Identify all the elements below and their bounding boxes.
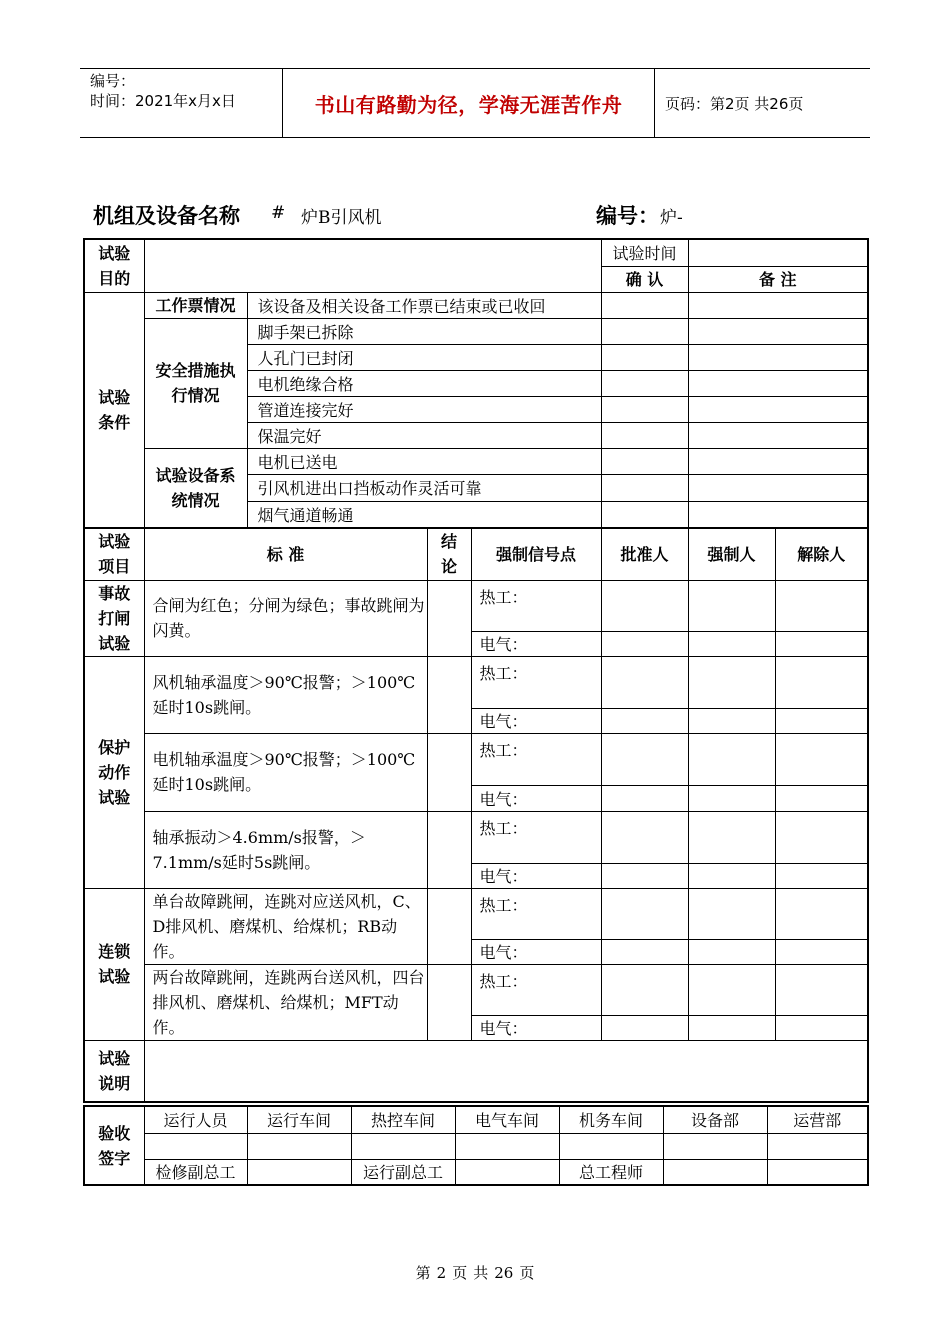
- purpose-label-text: 试验 目的: [98, 243, 131, 288]
- approver-cell[interactable]: [601, 656, 688, 708]
- approver-cell[interactable]: [601, 785, 688, 811]
- approver-cell[interactable]: [601, 939, 688, 964]
- condition-item: 烟气通道畅通: [247, 501, 601, 528]
- signoff-role: 总工程师: [559, 1159, 663, 1185]
- electric-signal-cell: 电气：: [471, 708, 601, 733]
- code-label: 编号：: [596, 204, 659, 228]
- electric-signal-cell: 电气：: [471, 632, 601, 656]
- releaser-cell[interactable]: [775, 1015, 868, 1040]
- signoff-role: 检修副总工: [144, 1159, 247, 1185]
- releaser-cell[interactable]: [775, 964, 868, 1015]
- condition-confirm-cell[interactable]: [601, 370, 688, 396]
- page-footer: [0, 1262, 950, 1283]
- purpose-label: [84, 239, 144, 292]
- trip-test-label: [84, 580, 144, 656]
- condition-confirm-cell[interactable]: [601, 318, 688, 344]
- footer-ye: 页: [452, 1264, 468, 1282]
- signal-header: 强制信号点: [471, 528, 601, 580]
- footer-gong: 共: [473, 1264, 489, 1282]
- releaser-cell[interactable]: [775, 863, 868, 888]
- footer-ye2: 页: [519, 1264, 535, 1282]
- safety-label-text: 安全措施执 行情况: [155, 361, 236, 405]
- approver-cell[interactable]: [601, 580, 688, 632]
- approver-cell[interactable]: [601, 733, 688, 785]
- header-left-cell: [80, 69, 283, 137]
- condition-item: 保温完好: [247, 422, 601, 448]
- confirm-header: 确 认: [601, 266, 688, 292]
- forcer-cell[interactable]: [688, 785, 775, 811]
- header-motto: 书山有路勤为径，学海无涯苦作舟: [314, 92, 623, 117]
- condition-remark-cell[interactable]: [688, 501, 868, 528]
- approver-cell[interactable]: [601, 811, 688, 863]
- forcer-cell[interactable]: [688, 811, 775, 863]
- trip-test-label-text: 事故 打闸 试验: [98, 583, 131, 653]
- releaser-cell[interactable]: [775, 785, 868, 811]
- signoff-dept: 电气车间: [455, 1106, 559, 1133]
- signoff-signature-cell[interactable]: [351, 1133, 455, 1159]
- test-time-label: 试验时间: [601, 239, 688, 266]
- purpose-value-cell[interactable]: [144, 239, 601, 292]
- approver-cell[interactable]: [601, 708, 688, 733]
- forcer-cell[interactable]: [688, 580, 775, 632]
- protection-test-label-text: 保护 动作 试验: [98, 737, 131, 807]
- unit-hash: #: [271, 203, 286, 223]
- condition-item: 人孔门已封闭: [247, 344, 601, 370]
- condition-remark-cell[interactable]: [688, 448, 868, 474]
- condition-remark-cell[interactable]: [688, 344, 868, 370]
- forcer-cell[interactable]: [688, 1015, 775, 1040]
- footer-di: 第: [415, 1264, 431, 1282]
- forcer-cell[interactable]: [688, 964, 775, 1015]
- electric-signal-cell: 电气：: [471, 1015, 601, 1040]
- signoff-dept: 运行人员: [144, 1106, 247, 1133]
- conclusion-cell[interactable]: [427, 656, 471, 733]
- condition-item: 管道连接完好: [247, 396, 601, 422]
- signoff-dept: 设备部: [663, 1106, 767, 1133]
- releaser-cell[interactable]: [775, 632, 868, 656]
- forcer-cell[interactable]: [688, 733, 775, 785]
- releaser-cell[interactable]: [775, 811, 868, 863]
- footer-total: 26: [494, 1264, 514, 1282]
- approver-cell[interactable]: [601, 863, 688, 888]
- interlock-test-label-text: 连锁 试验: [98, 942, 131, 986]
- condition-remark-cell[interactable]: [688, 422, 868, 448]
- condition-confirm-cell[interactable]: [601, 448, 688, 474]
- condition-item: 引风机进出口挡板动作灵活可靠: [247, 474, 601, 501]
- condition-item: 该设备及相关设备工作票已结束或已收回: [247, 292, 601, 318]
- forcer-cell[interactable]: [688, 656, 775, 708]
- forcer-cell[interactable]: [688, 708, 775, 733]
- conditions-label-text: 试验 条件: [98, 387, 131, 432]
- protection-test-label: [84, 656, 144, 888]
- condition-remark-cell[interactable]: [688, 370, 868, 396]
- conditions-label: [84, 292, 144, 528]
- test-note-label-text: 试验 说明: [98, 1048, 131, 1093]
- condition-confirm-cell[interactable]: [601, 396, 688, 422]
- interlock-test-label: [84, 888, 144, 1040]
- signoff-role: 运行副总工: [351, 1159, 455, 1185]
- forcer-cell[interactable]: [688, 632, 775, 656]
- test-time-value[interactable]: [688, 239, 868, 266]
- releaser-cell[interactable]: [775, 656, 868, 708]
- conclusion-cell[interactable]: [427, 964, 471, 1040]
- signoff-signature-cell[interactable]: [767, 1159, 868, 1185]
- protection-standard: 轴承振动＞4.6mm/s报警，＞7.1mm/s延时5s跳闸。: [144, 811, 427, 888]
- conclusion-header: [427, 528, 471, 580]
- signoff-signature-cell[interactable]: [455, 1133, 559, 1159]
- condition-item: 脚手架已拆除: [247, 318, 601, 344]
- test-note-value[interactable]: [144, 1040, 868, 1102]
- thermal-signal-cell: 热工：: [471, 888, 601, 939]
- signoff-signature-cell[interactable]: [144, 1133, 247, 1159]
- thermal-signal-cell: 热工：: [471, 656, 601, 708]
- conclusion-cell[interactable]: [427, 580, 471, 656]
- signoff-dept: 机务车间: [559, 1106, 663, 1133]
- protection-standard: 风机轴承温度＞90℃报警；＞100℃延时10s跳闸。: [144, 656, 427, 733]
- header-center-cell: [283, 69, 655, 137]
- approver-cell[interactable]: [601, 888, 688, 939]
- header-number: 编号：: [90, 72, 136, 90]
- forcer-cell[interactable]: [688, 863, 775, 888]
- releaser-cell[interactable]: [775, 939, 868, 964]
- signoff-signature-cell[interactable]: [247, 1133, 351, 1159]
- conclusion-cell[interactable]: [427, 888, 471, 964]
- footer-page: 2: [436, 1264, 447, 1282]
- condition-item: 电机已送电: [247, 448, 601, 474]
- approver-cell[interactable]: [601, 1015, 688, 1040]
- test-record-table: [83, 238, 869, 1103]
- signoff-dept: 运行车间: [247, 1106, 351, 1133]
- signoff-signature-cell[interactable]: [559, 1133, 663, 1159]
- header-time: 时间：2021年x月x日: [90, 92, 236, 110]
- electric-signal-cell: 电气：: [471, 785, 601, 811]
- conclusion-cell[interactable]: [427, 811, 471, 888]
- protection-standard: 电机轴承温度＞90℃报警；＞100℃延时10s跳闸。: [144, 733, 427, 811]
- condition-confirm-cell[interactable]: [601, 344, 688, 370]
- signoff-label-text: 验收 签字: [98, 1123, 131, 1168]
- releaser-cell[interactable]: [775, 733, 868, 785]
- signoff-signature-cell[interactable]: [767, 1133, 868, 1159]
- condition-confirm-cell[interactable]: [601, 501, 688, 528]
- releaser-cell[interactable]: [775, 580, 868, 632]
- condition-item: 电机绝缘合格: [247, 370, 601, 396]
- releaser-cell[interactable]: [775, 708, 868, 733]
- standard-header: 标 准: [144, 528, 427, 580]
- signoff-dept: 运营部: [767, 1106, 868, 1133]
- signoff-dept: 热控车间: [351, 1106, 455, 1133]
- signoff-table: [83, 1105, 869, 1186]
- test-item-header-text: 试验 项目: [98, 532, 131, 577]
- equipment-label-text: 试验设备系 统情况: [155, 465, 236, 510]
- forcer-header: 强制人: [688, 528, 775, 580]
- electric-signal-cell: 电气：: [471, 939, 601, 964]
- thermal-signal-cell: 热工：: [471, 733, 601, 785]
- signoff-signature-cell[interactable]: [663, 1159, 767, 1185]
- forcer-cell[interactable]: [688, 939, 775, 964]
- header-right-cell: [655, 69, 870, 137]
- thermal-signal-cell: 热工：: [471, 580, 601, 632]
- header-page-number: 页码：第2页 共26页: [665, 94, 804, 113]
- remark-header: 备 注: [688, 266, 868, 292]
- approver-cell[interactable]: [601, 964, 688, 1015]
- signoff-label: [84, 1106, 144, 1185]
- forcer-cell[interactable]: [688, 888, 775, 939]
- releaser-cell[interactable]: [775, 888, 868, 939]
- interlock-standard: 两台故障跳闸，连跳两台送风机，四台排风机、磨煤机、给煤机；MFT动作。: [144, 964, 427, 1040]
- test-item-header: [84, 528, 144, 580]
- approver-cell[interactable]: [601, 632, 688, 656]
- page-header: [80, 68, 870, 138]
- releaser-header: 解除人: [775, 528, 868, 580]
- condition-remark-cell[interactable]: [688, 292, 868, 318]
- condition-remark-cell[interactable]: [688, 474, 868, 501]
- condition-confirm-cell[interactable]: [601, 474, 688, 501]
- signoff-signature-cell[interactable]: [455, 1159, 559, 1185]
- thermal-signal-cell: 热工：: [471, 964, 601, 1015]
- thermal-signal-cell: 热工：: [471, 811, 601, 863]
- test-note-label: [84, 1040, 144, 1102]
- electric-signal-cell: 电气：: [471, 863, 601, 888]
- condition-confirm-cell[interactable]: [601, 422, 688, 448]
- conclusion-cell[interactable]: [427, 733, 471, 811]
- approver-header: 批准人: [601, 528, 688, 580]
- safety-label: [144, 318, 247, 448]
- work-ticket-label: 工作票情况: [144, 292, 247, 318]
- equipment-name-label: 机组及设备名称: [93, 204, 240, 228]
- trip-standard: 合闸为红色；分闸为绿色；事故跳闸为闪黄。: [144, 580, 427, 656]
- signoff-signature-cell[interactable]: [247, 1159, 351, 1185]
- code-value: 炉-: [660, 208, 683, 228]
- equipment-label: [144, 448, 247, 528]
- equipment-name-value: 炉B引风机: [301, 208, 382, 228]
- condition-remark-cell[interactable]: [688, 396, 868, 422]
- condition-remark-cell[interactable]: [688, 318, 868, 344]
- condition-confirm-cell[interactable]: [601, 292, 688, 318]
- conclusion-header-text: 结 论: [440, 532, 457, 577]
- form-title-line: [93, 200, 863, 230]
- interlock-standard: 单台故障跳闸，连跳对应送风机，C、D排风机、磨煤机、给煤机；RB动作。: [144, 888, 427, 964]
- signoff-signature-cell[interactable]: [663, 1133, 767, 1159]
